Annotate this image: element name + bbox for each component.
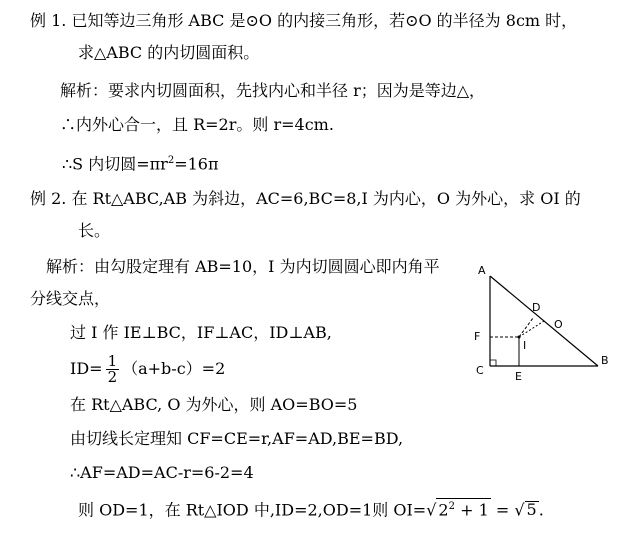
label-a: A xyxy=(478,264,486,277)
ex2-solution-line4 xyxy=(70,352,225,386)
ex2-oi-pre: 则 OD=1，在 Rt△IOD 中,ID=2,OD=1则 OI= xyxy=(78,500,427,520)
ex2-solution-line8 xyxy=(78,498,544,521)
ex2-solution-line2: 分线交点， xyxy=(30,289,111,308)
right-angle-c xyxy=(490,360,496,366)
ex1-solution-line1: 解析：要求内切圆面积，先找内心和半径 r；因为是等边△， xyxy=(60,81,486,100)
sqrt-radical-icon: √ xyxy=(514,500,525,520)
ex2-sqrt1-radicand xyxy=(436,498,490,518)
label-o: O xyxy=(554,318,563,331)
ex2-solution-line1: 解析：由勾股定理有 AB=10，I 为内切圆圆心即内角平 xyxy=(46,257,440,276)
label-c: C xyxy=(476,364,484,377)
ex2-equals: = xyxy=(490,500,515,520)
label-i: I xyxy=(523,339,527,352)
ex2-question-line1: 例 2. 在 Rt△ABC,AB 为斜边，AC=6,BC=8,I 为内心，O 为外心，求 OI 的 xyxy=(30,189,581,208)
ex2-question-line2: 长。 xyxy=(78,221,111,240)
ex1-area-formula-post: =16π xyxy=(174,154,219,174)
ex2-sqrt1-rest: + 1 xyxy=(454,500,489,520)
sqrt-radical-icon: √ xyxy=(426,500,437,520)
ex2-solution-line5: 在 Rt△ABC, O 为外心，则 AO=BO=5 xyxy=(70,395,358,414)
ex1-area-formula-pre: ∴S 内切圆=πr xyxy=(62,154,168,174)
ex1-area-exponent: 2 xyxy=(167,155,175,166)
ex2-fraction-denominator: 2 xyxy=(107,368,118,386)
label-b: B xyxy=(601,354,609,367)
ex1-question-line1: 例 1. 已知等边三角形 ABC 是⊙O 的内接三角形，若⊙O 的半径为 8cm 时， xyxy=(30,11,578,30)
ex1-solution-line3 xyxy=(62,150,218,175)
ex2-sqrt2-radicand: 5 xyxy=(526,500,537,520)
label-e: E xyxy=(515,370,522,383)
segment-io xyxy=(519,321,544,337)
label-f: F xyxy=(474,330,481,343)
ex2-id-formula-post: （a+b-c）=2 xyxy=(122,359,226,378)
ex2-half-fraction xyxy=(106,354,120,385)
ex2-sqrt1-exponent: 2 xyxy=(448,501,455,512)
ex1-question-line2: 求△ABC 的内切圆面积。 xyxy=(78,43,260,62)
ex2-solution-line7: ∴AF=AD=AC-r=6-2=4 xyxy=(70,463,254,482)
triangle-diagram xyxy=(470,262,620,392)
ex2-solution-line3: 过 I 作 IE⊥BC，IF⊥AC，ID⊥AB, xyxy=(70,323,332,342)
segment-id xyxy=(519,318,533,337)
ex1-solution-line2: ∴内外心合一，且 R=2r。则 r=4cm. xyxy=(60,115,334,134)
ex2-fraction-numerator: 1 xyxy=(107,352,118,370)
point-i xyxy=(518,336,521,339)
label-d: D xyxy=(532,301,541,314)
ex2-id-label: ID= xyxy=(70,359,103,378)
ex2-period: . xyxy=(538,500,544,520)
ex2-sqrt1-base: 2 xyxy=(438,500,449,520)
ex2-solution-line6: 由切线长定理知 CF=CE=r,AF=AD,BE=BD, xyxy=(70,429,404,448)
